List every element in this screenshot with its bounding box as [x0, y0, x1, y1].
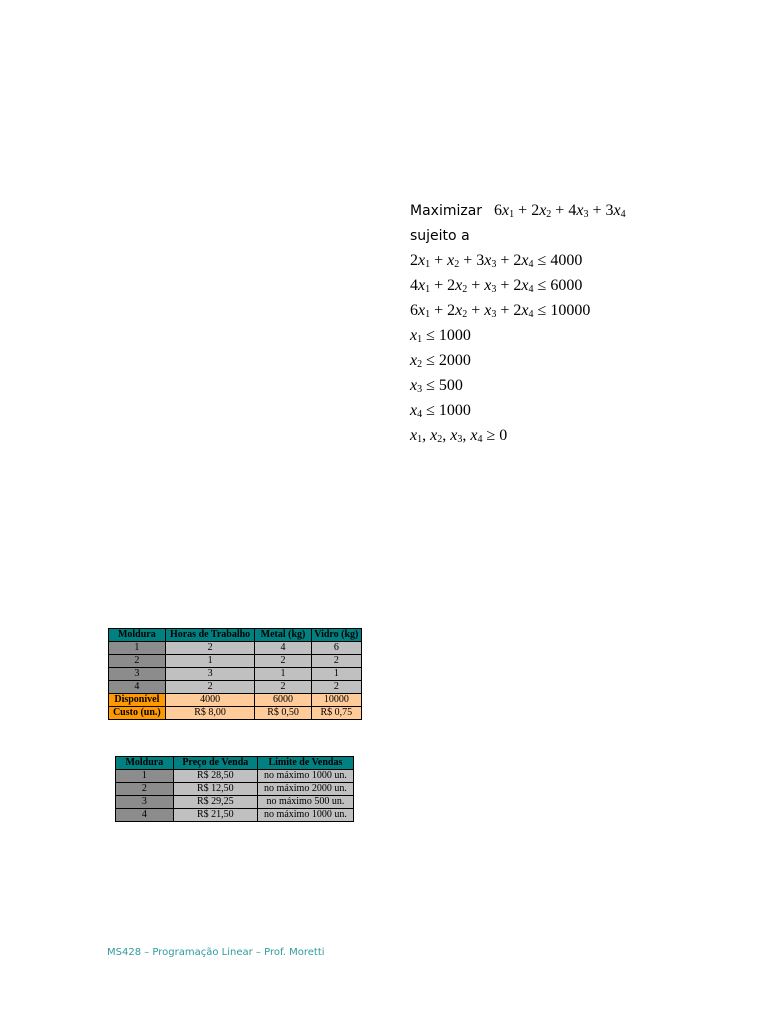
cell: 2	[255, 655, 311, 668]
math-term	[447, 302, 467, 319]
constraint-line	[410, 373, 626, 398]
cell: 6	[311, 642, 361, 655]
rhs-value: 2000	[438, 352, 471, 369]
variable: x	[455, 277, 463, 294]
objective-word: Maximizar	[410, 203, 483, 219]
subject-to-line	[410, 223, 626, 248]
math-term	[430, 427, 442, 444]
coefficient: 4	[410, 277, 418, 294]
variable: x	[484, 277, 492, 294]
math-term	[447, 277, 467, 294]
variable-index: 4	[620, 209, 626, 220]
variable-index: 1	[509, 209, 515, 220]
variable-index: 2	[417, 359, 423, 370]
relation: ≤	[422, 327, 439, 344]
variable-index: 2	[462, 284, 468, 295]
cell: no máximo 500 un.	[257, 796, 353, 809]
variable: x	[410, 352, 418, 369]
cell: 4	[116, 809, 174, 822]
table-row	[109, 668, 362, 681]
table-row	[116, 783, 354, 796]
cell: R$ 29,25	[173, 796, 257, 809]
cell: 4	[255, 642, 311, 655]
constraint-line	[410, 323, 626, 348]
operator: +	[430, 302, 448, 319]
variable: x	[430, 427, 438, 444]
coefficient: 2	[513, 252, 522, 269]
cell: 2	[109, 655, 166, 668]
header-cell: Vidro (kg)	[311, 629, 361, 642]
math-term	[410, 377, 422, 394]
cell: 1	[255, 668, 311, 681]
variable-index: 4	[528, 259, 534, 270]
variable-index: 1	[417, 434, 423, 445]
table-row	[109, 642, 362, 655]
math-term	[605, 202, 625, 219]
header-cell: Moldura	[109, 629, 166, 642]
nonnegativity-constraint	[410, 423, 626, 448]
operator: +	[496, 252, 514, 269]
math-term	[531, 202, 551, 219]
math-term	[513, 302, 533, 319]
cell: 2	[165, 642, 255, 655]
math-term	[513, 252, 533, 269]
relation: ≤	[422, 402, 439, 419]
cell: 2	[311, 681, 361, 694]
rhs-value: 4000	[550, 252, 583, 269]
math-term	[410, 427, 422, 444]
header-cell: Moldura	[116, 757, 174, 770]
operator: +	[467, 302, 485, 319]
cell: 3	[109, 668, 166, 681]
operator: +	[496, 302, 514, 319]
variable-index: 3	[491, 259, 497, 270]
math-term	[513, 277, 533, 294]
operator: +	[496, 277, 514, 294]
coefficient: 3	[476, 252, 485, 269]
relation: ≤	[533, 252, 551, 269]
rhs-value: 1000	[438, 402, 471, 419]
math-term	[484, 302, 496, 319]
cell: 6000	[255, 694, 311, 707]
variable: x	[576, 202, 584, 219]
constraint-line	[410, 273, 626, 298]
coefficient: 2	[531, 202, 540, 219]
operator: +	[467, 277, 485, 294]
variable: x	[410, 427, 418, 444]
cell: no máximo 1000 un.	[257, 770, 353, 783]
math-term	[494, 202, 514, 219]
cell: 4000	[165, 694, 255, 707]
math-term	[410, 352, 422, 369]
math-term	[410, 302, 430, 319]
constraint-line	[410, 398, 626, 423]
variable-index: 1	[417, 334, 423, 345]
variable: x	[418, 302, 426, 319]
separator: ,	[442, 427, 451, 444]
header-cell: Preço de Venda	[173, 757, 257, 770]
variable: x	[450, 427, 458, 444]
variable: x	[410, 377, 418, 394]
resources-table	[108, 628, 362, 720]
operator: +	[430, 252, 448, 269]
variable-index: 2	[546, 209, 552, 220]
math-term	[470, 427, 482, 444]
variable: x	[613, 202, 621, 219]
variable: x	[521, 252, 529, 269]
variable: x	[521, 277, 529, 294]
variable: x	[418, 252, 426, 269]
cell: R$ 28,50	[173, 770, 257, 783]
operator: +	[514, 202, 532, 219]
page-footer: MS428 – Programação Linear – Prof. Moretti	[107, 947, 325, 958]
cell: R$ 8,00	[165, 707, 255, 720]
constraint-line	[410, 348, 626, 373]
math-term	[410, 252, 430, 269]
table-row	[116, 770, 354, 783]
rhs-value: 0	[499, 427, 508, 444]
variable: x	[539, 202, 547, 219]
math-term	[410, 402, 422, 419]
cell: 2	[255, 681, 311, 694]
cell: 3	[116, 796, 174, 809]
cell: R$ 0,75	[311, 707, 361, 720]
lp-formulation	[410, 198, 626, 448]
variable-index: 3	[583, 209, 589, 220]
coefficient: 2	[410, 252, 418, 269]
coefficient: 2	[447, 302, 456, 319]
cell: 1	[165, 655, 255, 668]
math-term	[450, 427, 462, 444]
cell: 1	[311, 668, 361, 681]
cost-row	[109, 707, 362, 720]
operator: +	[430, 277, 448, 294]
cell: R$ 12,50	[173, 783, 257, 796]
cell: R$ 0,50	[255, 707, 311, 720]
variable: x	[484, 252, 492, 269]
coefficient: 4	[568, 202, 577, 219]
math-term	[484, 277, 496, 294]
relation: ≤	[533, 277, 551, 294]
separator: ,	[462, 427, 471, 444]
header-cell: Metal (kg)	[255, 629, 311, 642]
variable-index: 2	[454, 259, 460, 270]
relation: ≤	[422, 352, 439, 369]
math-term	[476, 252, 496, 269]
math-term	[447, 252, 459, 269]
operator: +	[588, 202, 606, 219]
variable-index: 1	[425, 284, 431, 295]
variable: x	[418, 277, 426, 294]
variable-index: 1	[425, 309, 431, 320]
operator: +	[459, 252, 477, 269]
available-label: Disponível	[109, 694, 166, 707]
cell: 1	[109, 642, 166, 655]
relation: ≤	[533, 302, 551, 319]
variable-index: 3	[491, 309, 497, 320]
relation: ≤	[422, 377, 439, 394]
cell: 3	[165, 668, 255, 681]
header-cell: Horas de Trabalho	[165, 629, 255, 642]
operator: +	[551, 202, 569, 219]
available-row	[109, 694, 362, 707]
header-cell: Limite de Vendas	[257, 757, 353, 770]
variable-index: 4	[528, 309, 534, 320]
cell: 4	[109, 681, 166, 694]
cell: no máximo 1000 un.	[257, 809, 353, 822]
separator: ,	[422, 427, 431, 444]
constraint-line	[410, 298, 626, 323]
variable-index: 4	[417, 409, 423, 420]
math-term	[410, 327, 422, 344]
variable-index: 3	[491, 284, 497, 295]
constraint-line	[410, 248, 626, 273]
rhs-value: 500	[438, 377, 463, 394]
coefficient: 6	[410, 302, 418, 319]
objective-expression	[494, 202, 626, 219]
variable-index: 2	[462, 309, 468, 320]
variable-index: 3	[417, 384, 423, 395]
table-row	[109, 655, 362, 668]
cell: no máximo 2000 un.	[257, 783, 353, 796]
relation: ≥	[482, 427, 500, 444]
table-row	[109, 681, 362, 694]
variable: x	[410, 327, 418, 344]
cell: 1	[116, 770, 174, 783]
cell: 2	[116, 783, 174, 796]
objective-line	[410, 198, 626, 223]
variable-index: 2	[437, 434, 443, 445]
math-term	[410, 277, 430, 294]
coefficient: 2	[513, 277, 522, 294]
variable: x	[455, 302, 463, 319]
subject-to-label: sujeito a	[410, 228, 470, 244]
table-row	[116, 809, 354, 822]
math-term	[568, 202, 588, 219]
cell: 2	[165, 681, 255, 694]
variable-index: 4	[477, 434, 483, 445]
table-row	[116, 796, 354, 809]
variable: x	[502, 202, 510, 219]
variable: x	[410, 402, 418, 419]
variable: x	[521, 302, 529, 319]
rhs-value: 6000	[550, 277, 583, 294]
variable: x	[470, 427, 478, 444]
coefficient: 2	[447, 277, 456, 294]
coefficient: 3	[605, 202, 614, 219]
variable: x	[484, 302, 492, 319]
cell: 2	[311, 655, 361, 668]
variable: x	[447, 252, 455, 269]
cell: R$ 21,50	[173, 809, 257, 822]
cost-label: Custo (un.)	[109, 707, 166, 720]
variable-index: 1	[425, 259, 431, 270]
coefficient: 2	[513, 302, 522, 319]
variable-index: 3	[457, 434, 463, 445]
variable-index: 4	[528, 284, 534, 295]
constraints	[410, 248, 626, 423]
rhs-value: 1000	[438, 327, 471, 344]
sales-table	[115, 756, 354, 822]
cell: 10000	[311, 694, 361, 707]
coefficient: 6	[494, 202, 503, 219]
rhs-value: 10000	[550, 302, 591, 319]
